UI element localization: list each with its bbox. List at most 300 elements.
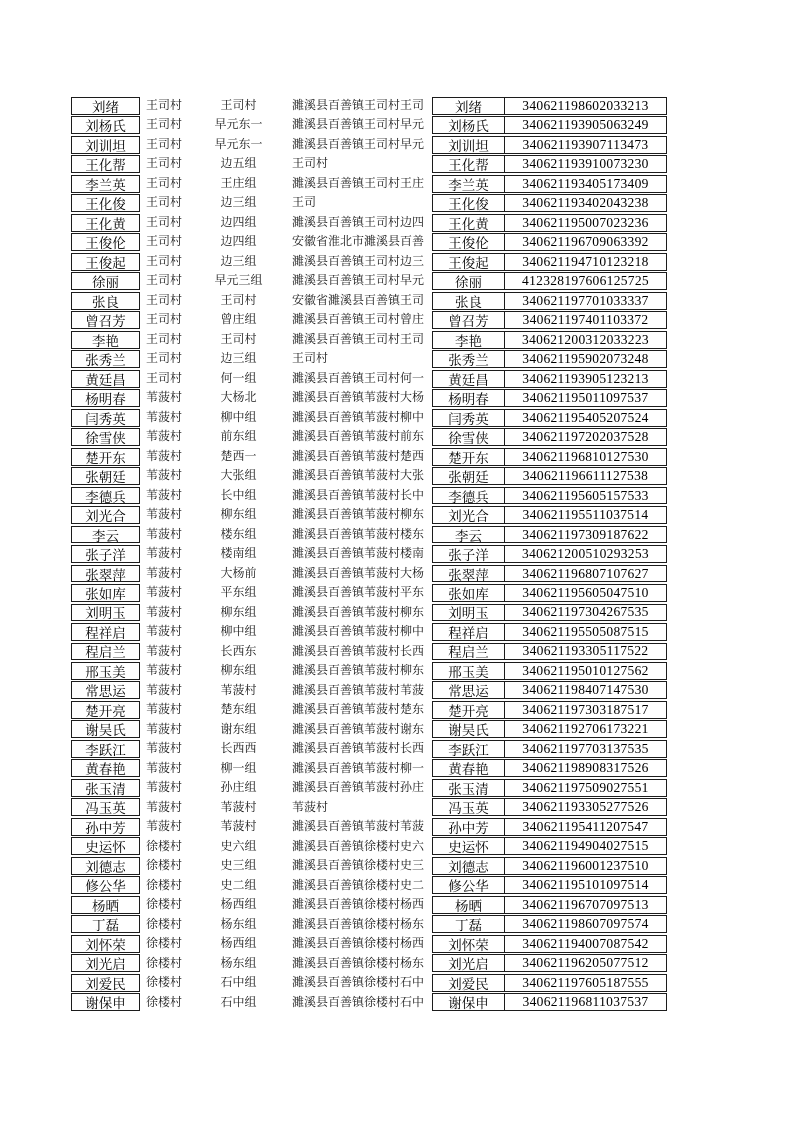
- table-row: [0, 603, 793, 622]
- village-cell[interactable]: 苇菠村: [146, 585, 183, 600]
- group-cell[interactable]: 史三组: [220, 858, 257, 873]
- id-number-cell[interactable]: 340621196001237510: [504, 857, 667, 875]
- village-cell[interactable]: 徐楼村: [146, 838, 183, 853]
- name-cell[interactable]: 刘光合: [71, 506, 140, 524]
- id-name-cell[interactable]: 张朝廷: [432, 467, 505, 485]
- address-cell[interactable]: 濉溪县百善镇苇菠村平东: [292, 585, 425, 600]
- id-name-cell[interactable]: 张子洋: [432, 545, 505, 563]
- name-cell[interactable]: 刘训坦: [71, 136, 140, 154]
- village-cell[interactable]: 苇菠村: [146, 682, 183, 697]
- name-cell[interactable]: 徐雪侠: [71, 428, 140, 446]
- name-cell[interactable]: 王化帮: [71, 155, 140, 173]
- group-cell[interactable]: 柳东组: [220, 507, 257, 522]
- id-name-cell[interactable]: 丁磊: [432, 915, 505, 933]
- group-cell[interactable]: 史二组: [220, 877, 257, 892]
- id-number-cell[interactable]: 340621195605047510: [504, 584, 667, 602]
- id-number-cell[interactable]: 340621196807107627: [504, 565, 667, 583]
- group-cell[interactable]: 柳中组: [220, 409, 257, 424]
- id-name-cell[interactable]: 程启兰: [432, 643, 505, 661]
- village-cell[interactable]: 王司村: [146, 214, 183, 229]
- id-number-cell[interactable]: 340621197304267535: [504, 604, 667, 622]
- address-cell[interactable]: 濉溪县百善镇苇菠村大张: [292, 468, 425, 483]
- group-cell[interactable]: 杨西组: [220, 936, 257, 951]
- group-cell[interactable]: 楼南组: [220, 546, 257, 561]
- id-number-cell[interactable]: 340621193905123213: [504, 370, 667, 388]
- id-number-cell[interactable]: 340621198908317526: [504, 759, 667, 777]
- id-number-cell[interactable]: 340621195605157533: [504, 487, 667, 505]
- name-cell[interactable]: 李跃江: [71, 740, 140, 758]
- id-name-cell[interactable]: 徐丽: [432, 272, 505, 290]
- id-name-cell[interactable]: 王俊起: [432, 253, 505, 271]
- name-cell[interactable]: 史运怀: [71, 837, 140, 855]
- address-cell[interactable]: 濉溪县百善镇苇菠村前东: [292, 429, 425, 444]
- id-name-cell[interactable]: 张秀兰: [432, 350, 505, 368]
- group-cell[interactable]: 早元东一: [214, 117, 263, 132]
- village-cell[interactable]: 徐楼村: [146, 936, 183, 951]
- group-cell[interactable]: 苇菠村: [220, 819, 257, 834]
- id-name-cell[interactable]: 孙中芳: [432, 818, 505, 836]
- address-cell[interactable]: 濉溪县百善镇苇菠村楼东: [292, 526, 425, 541]
- id-name-cell[interactable]: 李德兵: [432, 487, 505, 505]
- id-number-cell[interactable]: 340621196709063392: [504, 233, 667, 251]
- address-cell[interactable]: 濉溪县百善镇苇菠村楼南: [292, 546, 425, 561]
- id-table-row: [432, 525, 667, 544]
- village-cell[interactable]: 王司村: [146, 136, 183, 151]
- table-row: [0, 486, 793, 505]
- id-number-cell[interactable]: 340621196811037537: [504, 993, 667, 1011]
- village-cell[interactable]: 徐楼村: [146, 994, 183, 1009]
- village-cell[interactable]: 王司村: [146, 195, 183, 210]
- id-name-cell[interactable]: 刘绪: [432, 97, 505, 115]
- address-cell[interactable]: 王司村: [292, 156, 329, 171]
- group-cell[interactable]: 边三组: [220, 195, 257, 210]
- group-cell[interactable]: 石中组: [220, 975, 257, 990]
- village-cell[interactable]: 苇菠村: [146, 390, 183, 405]
- name-cell[interactable]: 张如库: [71, 584, 140, 602]
- name-cell[interactable]: 刘爱民: [71, 974, 140, 992]
- id-name-cell[interactable]: 李跃江: [432, 740, 505, 758]
- address-cell[interactable]: 濉溪县百善镇苇菠村苇菠: [292, 819, 425, 834]
- table-row: [0, 154, 793, 173]
- address-cell[interactable]: 濉溪县百善镇苇菠村大杨: [292, 390, 425, 405]
- village-cell[interactable]: 苇菠村: [146, 819, 183, 834]
- group-cell[interactable]: 谢东组: [220, 721, 257, 736]
- name-cell[interactable]: 黄廷昌: [71, 370, 140, 388]
- address-cell[interactable]: 濉溪县百善镇徐楼村杨西: [292, 936, 425, 951]
- group-cell[interactable]: 杨东组: [220, 916, 257, 931]
- id-number-cell[interactable]: 340621194710123218: [504, 253, 667, 271]
- address-cell[interactable]: 濉溪县百善镇苇菠村苇菠: [292, 682, 425, 697]
- address-cell[interactable]: 濉溪县百善镇王司村王庄: [292, 175, 425, 190]
- group-cell[interactable]: 早元东一: [214, 136, 263, 151]
- id-name-cell[interactable]: 刘明玉: [432, 604, 505, 622]
- id-name-cell[interactable]: 修公华: [432, 876, 505, 894]
- group-cell[interactable]: 前东组: [220, 429, 257, 444]
- village-cell[interactable]: 苇菠村: [146, 487, 183, 502]
- id-number-cell[interactable]: 340621196810127530: [504, 448, 667, 466]
- id-name-cell[interactable]: 刘怀荣: [432, 935, 505, 953]
- address-cell[interactable]: 濉溪县百善镇苇菠村长中: [292, 487, 425, 502]
- id-number-cell[interactable]: 340621197401103372: [504, 311, 667, 329]
- village-cell[interactable]: 王司村: [146, 292, 183, 307]
- address-cell[interactable]: 濉溪县百善镇苇菠村柳东: [292, 663, 425, 678]
- address-cell[interactable]: 濉溪县百善镇徐楼村杨东: [292, 916, 425, 931]
- village-cell[interactable]: 苇菠村: [146, 429, 183, 444]
- village-cell[interactable]: 王司村: [146, 273, 183, 288]
- village-cell[interactable]: 苇菠村: [146, 643, 183, 658]
- village-cell[interactable]: 王司村: [146, 312, 183, 327]
- id-name-cell[interactable]: 常思运: [432, 681, 505, 699]
- table-row: [0, 817, 793, 836]
- address-cell[interactable]: 濉溪县百善镇王司村曾庄: [292, 312, 425, 327]
- address-cell[interactable]: 安徽省淮北市濉溪县百善: [292, 234, 425, 249]
- group-cell[interactable]: 王司村: [220, 292, 257, 307]
- address-cell[interactable]: 濉溪县百善镇苇菠村长西: [292, 741, 425, 756]
- name-cell[interactable]: 闫秀英: [71, 409, 140, 427]
- group-cell[interactable]: 长中组: [220, 487, 257, 502]
- address-cell[interactable]: 濉溪县百善镇徐楼村史二: [292, 877, 425, 892]
- village-cell[interactable]: 苇菠村: [146, 604, 183, 619]
- id-number-cell[interactable]: 340621198602033213: [504, 97, 667, 115]
- name-cell[interactable]: 程启兰: [71, 643, 140, 661]
- id-number-cell[interactable]: 340621197703137535: [504, 740, 667, 758]
- village-cell[interactable]: 苇菠村: [146, 409, 183, 424]
- name-cell[interactable]: 张秀兰: [71, 350, 140, 368]
- id-number-cell[interactable]: 340621193910073230: [504, 155, 667, 173]
- id-name-cell[interactable]: 张良: [432, 292, 505, 310]
- address-cell[interactable]: 濉溪县百善镇徐楼村杨西: [292, 897, 425, 912]
- id-number-cell[interactable]: 340621196707097513: [504, 896, 667, 914]
- name-cell[interactable]: 修公华: [71, 876, 140, 894]
- id-name-cell[interactable]: 王化俊: [432, 194, 505, 212]
- address-cell[interactable]: 濉溪县百善镇王司村早元: [292, 136, 425, 151]
- table-row: [0, 583, 793, 602]
- id-name-cell[interactable]: 李云: [432, 526, 505, 544]
- group-cell[interactable]: 杨西组: [220, 897, 257, 912]
- group-cell[interactable]: 边三组: [220, 351, 257, 366]
- id-name-cell[interactable]: 张翠萍: [432, 565, 505, 583]
- id-number-cell[interactable]: 340621197309187622: [504, 526, 667, 544]
- table-row: [0, 505, 793, 524]
- id-number-cell[interactable]: 340621195902073248: [504, 350, 667, 368]
- village-cell[interactable]: 徐楼村: [146, 877, 183, 892]
- address-cell[interactable]: 王司: [292, 195, 317, 210]
- name-cell[interactable]: 谢吴氏: [71, 720, 140, 738]
- group-cell[interactable]: 王庄组: [220, 175, 257, 190]
- id-number-cell[interactable]: 340621192706173221: [504, 720, 667, 738]
- name-cell[interactable]: 王化黄: [71, 214, 140, 232]
- name-cell[interactable]: 张子洋: [71, 545, 140, 563]
- name-cell[interactable]: 冯玉英: [71, 798, 140, 816]
- id-name-cell[interactable]: 黄春艳: [432, 759, 505, 777]
- group-cell[interactable]: 王司村: [220, 98, 257, 112]
- id-number-cell[interactable]: 340621198407147530: [504, 681, 667, 699]
- id-number-cell[interactable]: 340621195511037514: [504, 506, 667, 524]
- group-cell[interactable]: 苇菠村: [220, 682, 257, 697]
- name-cell[interactable]: 徐丽: [71, 272, 140, 290]
- id-table-row: [432, 96, 667, 115]
- id-name-cell[interactable]: 刘德志: [432, 857, 505, 875]
- group-cell[interactable]: 楚西一: [220, 448, 257, 463]
- id-number-cell[interactable]: 340621195411207547: [504, 818, 667, 836]
- address-cell[interactable]: 濉溪县百善镇苇菠村柳东: [292, 604, 425, 619]
- id-name-cell[interactable]: 李艳: [432, 331, 505, 349]
- id-name-cell[interactable]: 张玉清: [432, 779, 505, 797]
- id-number-cell[interactable]: 340621193905063249: [504, 116, 667, 134]
- group-cell[interactable]: 长西东: [220, 643, 257, 658]
- group-cell[interactable]: 边四组: [220, 214, 257, 229]
- name-cell[interactable]: 刘怀荣: [71, 935, 140, 953]
- id-name-cell[interactable]: 谢保申: [432, 993, 505, 1011]
- address-cell[interactable]: 濉溪县百善镇王司村边四: [292, 214, 425, 229]
- id-name-cell[interactable]: 楚开亮: [432, 701, 505, 719]
- name-cell[interactable]: 刘明玉: [71, 604, 140, 622]
- name-cell[interactable]: 李德兵: [71, 487, 140, 505]
- village-cell[interactable]: 苇菠村: [146, 741, 183, 756]
- group-cell[interactable]: 柳东组: [220, 663, 257, 678]
- group-cell[interactable]: 大杨北: [220, 390, 257, 405]
- group-cell[interactable]: 苇菠村: [220, 799, 257, 814]
- name-cell[interactable]: 黄春艳: [71, 759, 140, 777]
- village-cell[interactable]: 王司村: [146, 370, 183, 385]
- table-row: [0, 642, 793, 661]
- id-table-row: [432, 876, 667, 895]
- group-cell[interactable]: 史六组: [220, 838, 257, 853]
- id-number-cell[interactable]: 340621193305117522: [504, 643, 667, 661]
- group-cell[interactable]: 平东组: [220, 585, 257, 600]
- address-cell[interactable]: 濉溪县百善镇王司村早元: [292, 273, 425, 288]
- address-cell[interactable]: 濉溪县百善镇徐楼村史三: [292, 858, 425, 873]
- group-cell[interactable]: 王司村: [220, 331, 257, 346]
- group-cell[interactable]: 柳中组: [220, 624, 257, 639]
- id-name-cell[interactable]: 黄廷昌: [432, 370, 505, 388]
- id-number-cell[interactable]: 340621195101097514: [504, 876, 667, 894]
- id-number-cell[interactable]: 340621193405173409: [504, 175, 667, 193]
- id-name-cell[interactable]: 王化黄: [432, 214, 505, 232]
- id-number-cell[interactable]: 340621197202037528: [504, 428, 667, 446]
- id-name-cell[interactable]: 王化帮: [432, 155, 505, 173]
- id-table-row: [432, 349, 667, 368]
- address-cell[interactable]: 濉溪县百善镇苇菠村楚东: [292, 702, 425, 717]
- group-cell[interactable]: 孙庄组: [220, 780, 257, 795]
- id-name-cell[interactable]: 邢玉美: [432, 662, 505, 680]
- id-number-cell[interactable]: 340621193402043238: [504, 194, 667, 212]
- address-cell[interactable]: 濉溪县百善镇苇菠村孙庄: [292, 780, 425, 795]
- id-name-cell[interactable]: 刘光合: [432, 506, 505, 524]
- group-cell[interactable]: 柳一组: [220, 760, 257, 775]
- id-number-cell[interactable]: 340621195505087515: [504, 623, 667, 641]
- address-cell[interactable]: 濉溪县百善镇王司村边三: [292, 253, 425, 268]
- name-cell[interactable]: 张朝廷: [71, 467, 140, 485]
- name-cell[interactable]: 谢保申: [71, 993, 140, 1011]
- village-cell[interactable]: 王司村: [146, 156, 183, 171]
- village-cell[interactable]: 苇菠村: [146, 760, 183, 775]
- id-name-cell[interactable]: 程祥启: [432, 623, 505, 641]
- name-cell[interactable]: 李云: [71, 526, 140, 544]
- group-cell[interactable]: 边五组: [220, 156, 257, 171]
- id-name-cell[interactable]: 刘爱民: [432, 974, 505, 992]
- id-number-cell[interactable]: 340621194007087542: [504, 935, 667, 953]
- group-cell[interactable]: 大杨前: [220, 565, 257, 580]
- village-cell[interactable]: 徐楼村: [146, 975, 183, 990]
- id-name-cell[interactable]: 王俊伦: [432, 233, 505, 251]
- village-cell[interactable]: 苇菠村: [146, 526, 183, 541]
- address-cell[interactable]: 苇菠村: [292, 799, 329, 814]
- id-number-cell[interactable]: 412328197606125725: [504, 272, 667, 290]
- village-cell[interactable]: 苇菠村: [146, 721, 183, 736]
- id-number-cell[interactable]: 340621200312033223: [504, 331, 667, 349]
- id-number-cell[interactable]: 340621196611127538: [504, 467, 667, 485]
- id-number-cell[interactable]: 340621196205077512: [504, 954, 667, 972]
- village-cell[interactable]: 苇菠村: [146, 799, 183, 814]
- table-row: [0, 895, 793, 914]
- id-name-cell[interactable]: 刘光启: [432, 954, 505, 972]
- id-number-cell[interactable]: 340621194904027515: [504, 837, 667, 855]
- id-number-cell[interactable]: 340621193907113473: [504, 136, 667, 154]
- village-cell[interactable]: 王司村: [146, 175, 183, 190]
- group-cell[interactable]: 何一组: [220, 370, 257, 385]
- group-cell[interactable]: 曾庄组: [220, 312, 257, 327]
- id-name-cell[interactable]: 李兰英: [432, 175, 505, 193]
- id-name-cell[interactable]: 谢吴氏: [432, 720, 505, 738]
- id-number-cell[interactable]: 340621197605187555: [504, 974, 667, 992]
- name-cell[interactable]: 刘绪: [71, 97, 140, 115]
- village-cell[interactable]: 苇菠村: [146, 624, 183, 639]
- name-cell[interactable]: 李艳: [71, 331, 140, 349]
- village-cell[interactable]: 王司村: [146, 98, 183, 112]
- group-cell[interactable]: 楚东组: [220, 702, 257, 717]
- village-cell[interactable]: 苇菠村: [146, 507, 183, 522]
- address-cell[interactable]: 濉溪县百善镇苇菠村谢东: [292, 721, 425, 736]
- table-row: [0, 135, 793, 154]
- group-cell[interactable]: 长西西: [220, 741, 257, 756]
- name-cell[interactable]: 杨晒: [71, 896, 140, 914]
- name-cell[interactable]: 杨明春: [71, 389, 140, 407]
- group-cell[interactable]: 大张组: [220, 468, 257, 483]
- group-cell[interactable]: 石中组: [220, 994, 257, 1009]
- address-cell[interactable]: 濉溪县百善镇苇菠村柳中: [292, 409, 425, 424]
- table-row: [0, 232, 793, 251]
- name-cell[interactable]: 刘光启: [71, 954, 140, 972]
- address-cell[interactable]: 濉溪县百善镇苇菠村大杨: [292, 565, 425, 580]
- village-cell[interactable]: 徐楼村: [146, 897, 183, 912]
- group-cell[interactable]: 边三组: [220, 253, 257, 268]
- address-cell[interactable]: 濉溪县百善镇王司村王司: [292, 98, 425, 112]
- village-cell[interactable]: 苇菠村: [146, 663, 183, 678]
- name-cell[interactable]: 张玉清: [71, 779, 140, 797]
- village-cell[interactable]: 苇菠村: [146, 468, 183, 483]
- village-cell[interactable]: 徐楼村: [146, 916, 183, 931]
- id-name-cell[interactable]: 史运怀: [432, 837, 505, 855]
- name-cell[interactable]: 张良: [71, 292, 140, 310]
- address-cell[interactable]: 濉溪县百善镇王司村王司: [292, 331, 425, 346]
- id-name-cell[interactable]: 闫秀英: [432, 409, 505, 427]
- id-number-cell[interactable]: 340621197303187517: [504, 701, 667, 719]
- address-cell[interactable]: 濉溪县百善镇徐楼村石中: [292, 975, 425, 990]
- group-cell[interactable]: 杨东组: [220, 955, 257, 970]
- name-cell[interactable]: 常思运: [71, 681, 140, 699]
- name-cell[interactable]: 李兰英: [71, 175, 140, 193]
- name-cell[interactable]: 丁磊: [71, 915, 140, 933]
- address-cell[interactable]: 濉溪县百善镇王司村何一: [292, 370, 425, 385]
- id-name-cell[interactable]: 刘训坦: [432, 136, 505, 154]
- id-name-cell[interactable]: 杨明春: [432, 389, 505, 407]
- id-number-cell[interactable]: 340621197701033337: [504, 292, 667, 310]
- table-row: [0, 681, 793, 700]
- village-cell[interactable]: 徐楼村: [146, 858, 183, 873]
- village-cell[interactable]: 王司村: [146, 117, 183, 132]
- address-cell[interactable]: 濉溪县百善镇苇菠村柳东: [292, 507, 425, 522]
- address-cell[interactable]: 濉溪县百善镇苇菠村柳中: [292, 624, 425, 639]
- address-cell[interactable]: 王司村: [292, 351, 329, 366]
- id-name-cell[interactable]: 刘杨氏: [432, 116, 505, 134]
- name-cell[interactable]: 刘德志: [71, 857, 140, 875]
- id-name-cell[interactable]: 张如库: [432, 584, 505, 602]
- address-cell[interactable]: 濉溪县百善镇王司村早元: [292, 117, 425, 132]
- id-number-cell[interactable]: 340621200510293253: [504, 545, 667, 563]
- name-cell[interactable]: 刘杨氏: [71, 116, 140, 134]
- id-name-cell[interactable]: 杨晒: [432, 896, 505, 914]
- village-cell[interactable]: 王司村: [146, 351, 183, 366]
- name-cell[interactable]: 程祥启: [71, 623, 140, 641]
- address-cell[interactable]: 濉溪县百善镇苇菠村长西: [292, 643, 425, 658]
- name-cell[interactable]: 王俊起: [71, 253, 140, 271]
- id-number-cell[interactable]: 340621195007023236: [504, 214, 667, 232]
- name-cell[interactable]: 王化俊: [71, 194, 140, 212]
- table-row: [0, 174, 793, 193]
- village-cell[interactable]: 苇菠村: [146, 780, 183, 795]
- address-cell[interactable]: 濉溪县百善镇苇菠村楚西: [292, 448, 425, 463]
- id-number-cell[interactable]: 340621195011097537: [504, 389, 667, 407]
- village-cell[interactable]: 徐楼村: [146, 955, 183, 970]
- address-cell[interactable]: 濉溪县百善镇徐楼村杨东: [292, 955, 425, 970]
- id-name-cell[interactable]: 曾召芳: [432, 311, 505, 329]
- address-cell[interactable]: 濉溪县百善镇徐楼村石中: [292, 994, 425, 1009]
- village-cell[interactable]: 王司村: [146, 253, 183, 268]
- name-cell[interactable]: 王俊伦: [71, 233, 140, 251]
- address-cell[interactable]: 濉溪县百善镇苇菠村柳一: [292, 760, 425, 775]
- group-cell[interactable]: 楼东组: [220, 526, 257, 541]
- name-cell[interactable]: 孙中芳: [71, 818, 140, 836]
- village-cell[interactable]: 王司村: [146, 234, 183, 249]
- village-cell[interactable]: 苇菠村: [146, 565, 183, 580]
- id-number-cell[interactable]: 340621198607097574: [504, 915, 667, 933]
- address-cell[interactable]: 濉溪县百善镇徐楼村史六: [292, 838, 425, 853]
- name-cell[interactable]: 邢玉美: [71, 662, 140, 680]
- name-cell[interactable]: 楚开亮: [71, 701, 140, 719]
- id-name-cell[interactable]: 冯玉英: [432, 798, 505, 816]
- id-name-cell[interactable]: 楚开东: [432, 448, 505, 466]
- id-number-cell[interactable]: 340621195010127562: [504, 662, 667, 680]
- name-cell[interactable]: 楚开东: [71, 448, 140, 466]
- id-number-cell[interactable]: 340621195405207524: [504, 409, 667, 427]
- group-cell[interactable]: 柳东组: [220, 604, 257, 619]
- name-cell[interactable]: 张翠萍: [71, 565, 140, 583]
- id-table-row: [432, 778, 667, 797]
- village-cell[interactable]: 苇菠村: [146, 448, 183, 463]
- group-cell[interactable]: 边四组: [220, 234, 257, 249]
- id-table-row: [432, 798, 667, 817]
- id-number-cell[interactable]: 340621197509027551: [504, 779, 667, 797]
- village-cell[interactable]: 苇菠村: [146, 546, 183, 561]
- address-cell[interactable]: 安徽省濉溪县百善镇王司: [292, 292, 425, 307]
- group-cell[interactable]: 早元三组: [214, 273, 263, 288]
- id-name-cell[interactable]: 徐雪侠: [432, 428, 505, 446]
- village-cell[interactable]: 王司村: [146, 331, 183, 346]
- village-cell[interactable]: 苇菠村: [146, 702, 183, 717]
- name-cell[interactable]: 曾召芳: [71, 311, 140, 329]
- id-number-cell[interactable]: 340621193305277526: [504, 798, 667, 816]
